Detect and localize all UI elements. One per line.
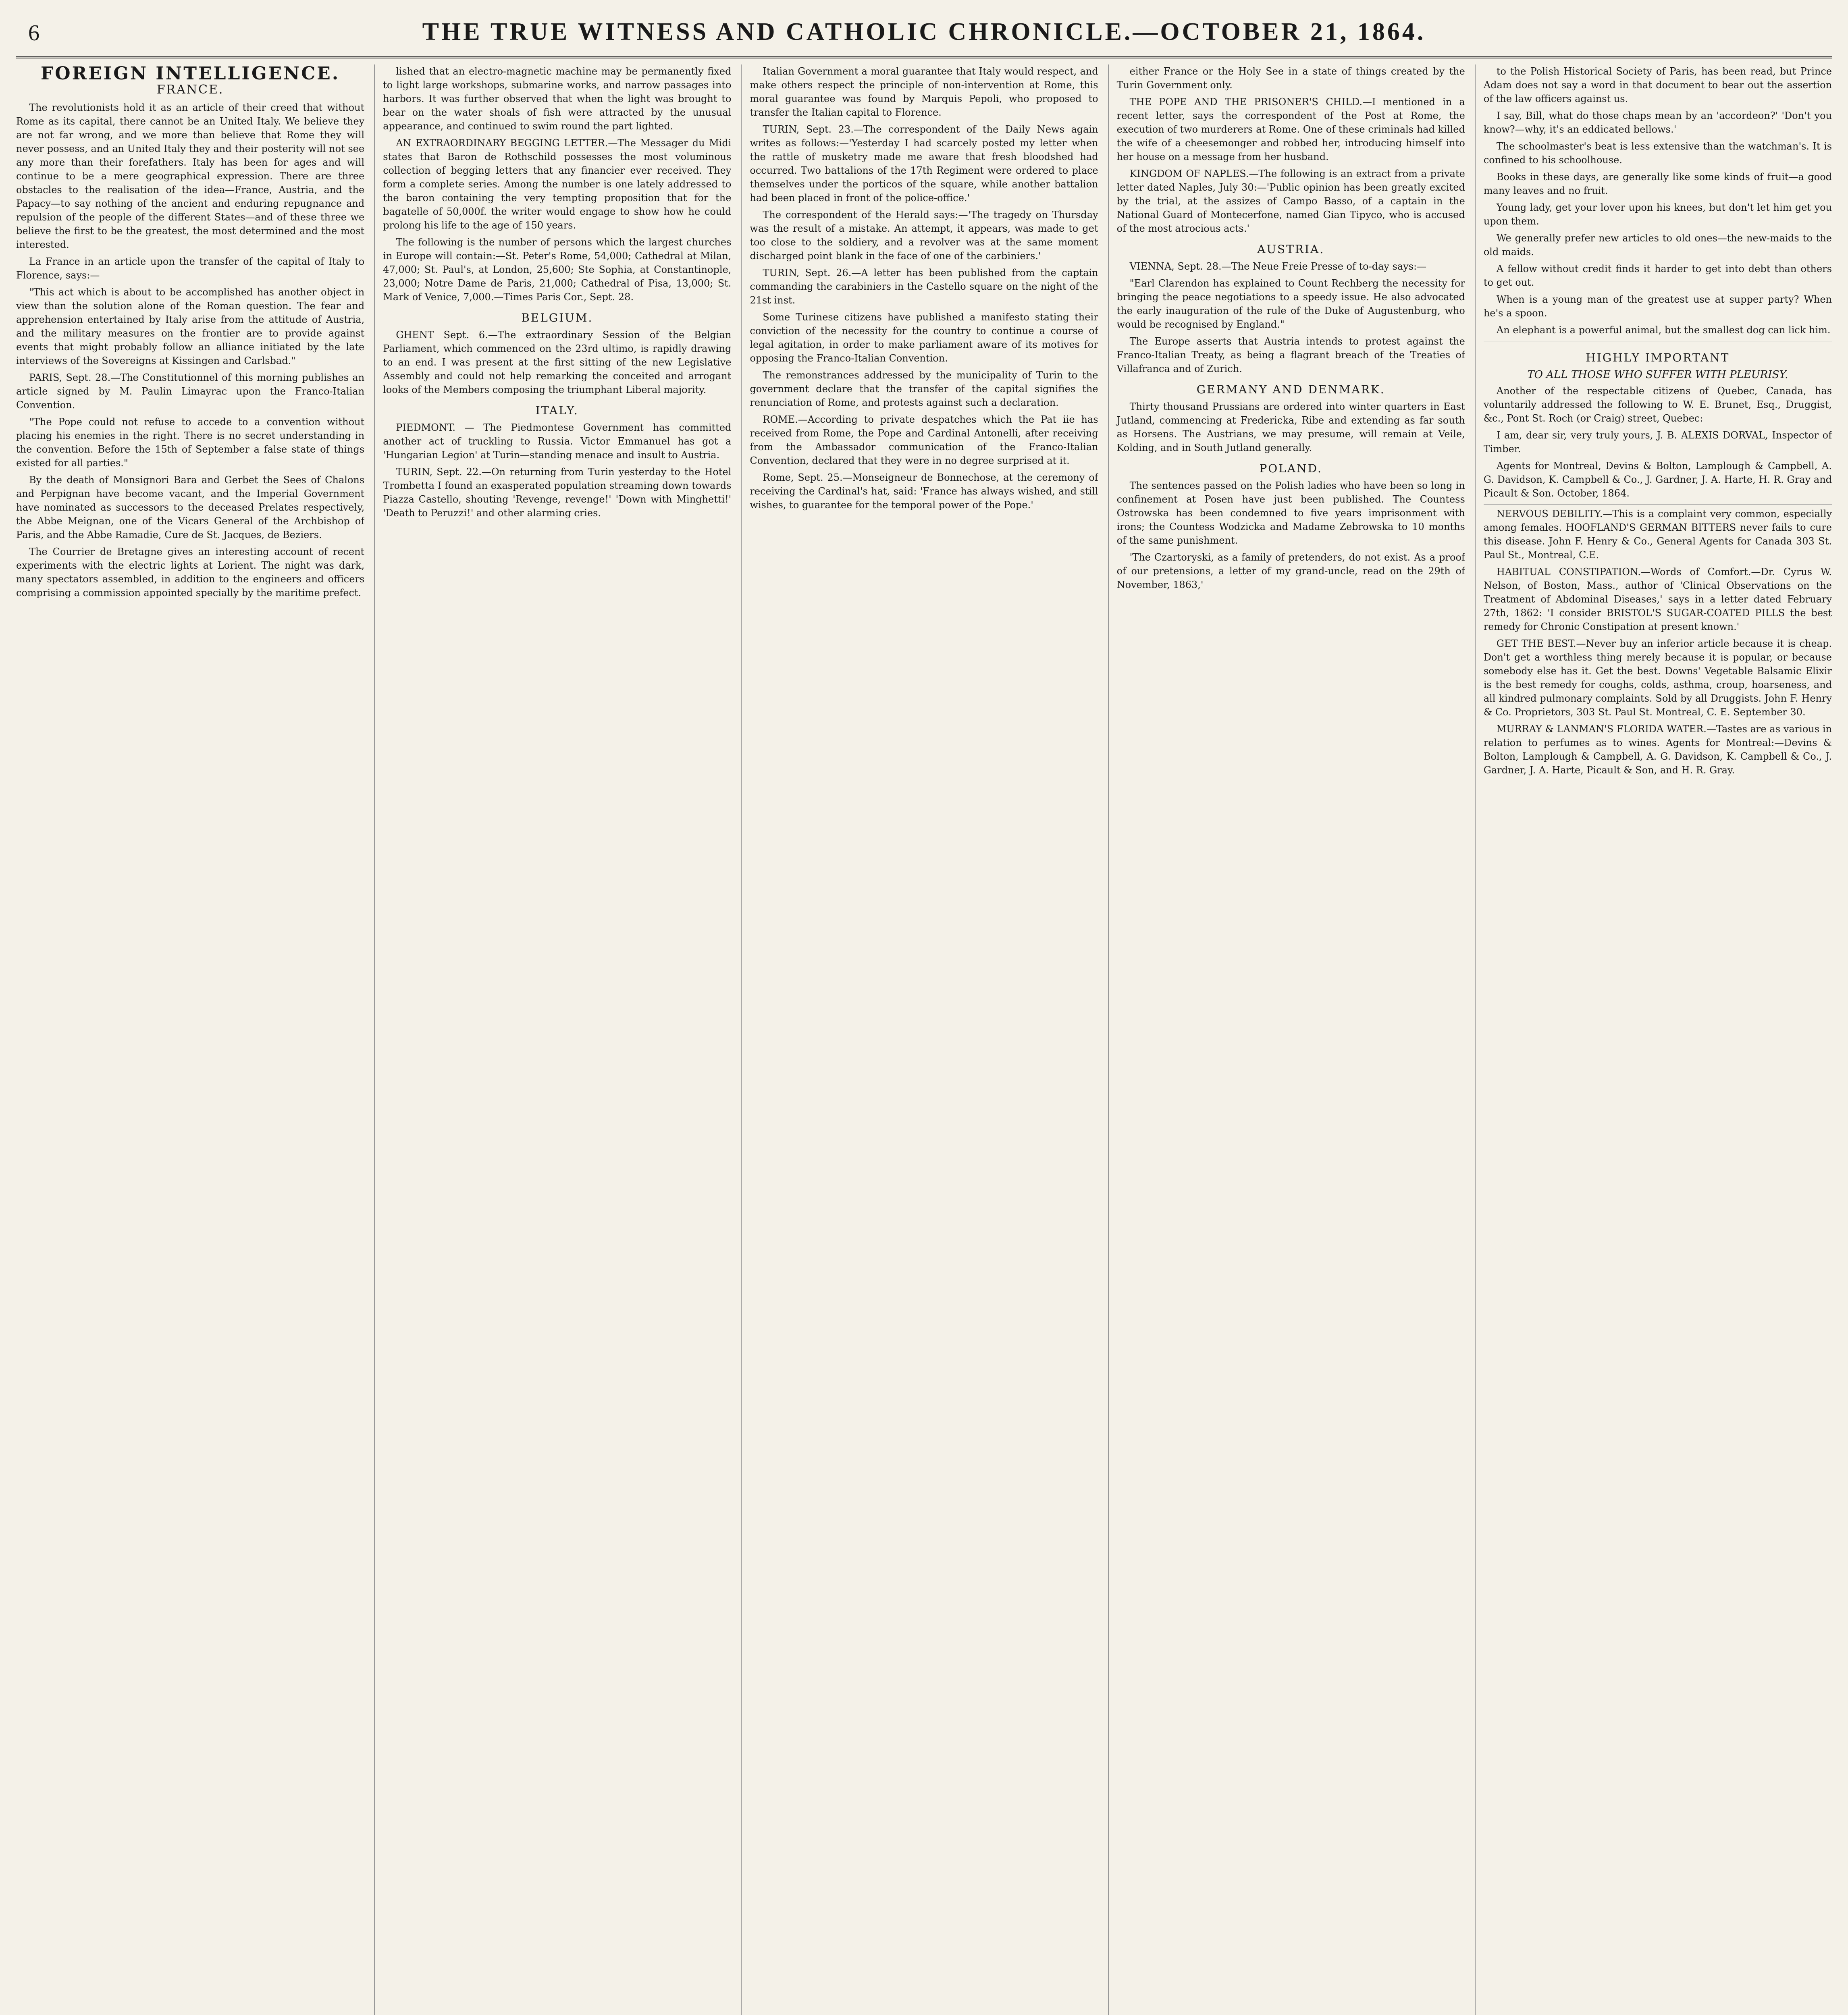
article-paragraph: ROME.—According to private despatches which the Pat iie has received from Rome, the Pope and Cardinal Antonelli, after receiving from the Ambassador communication of the Franco-Italian Convention, declared that they were in no degree surprised at it.	[750, 414, 1098, 466]
article-paragraph: either France or the Holy See in a state of things created by the Turin Government only.	[1116, 66, 1465, 91]
section-italy: ITALY.	[535, 404, 579, 417]
section-germany-denmark: GERMANY AND DENMARK.	[1196, 383, 1385, 396]
article-paragraph: The sentences passed on the Polish ladies who have been so long in confinement at Posen have just been published. The Countess Ostrowska has been condemned to five years imprisonment with irons; the Countess Wodzicka and Madame Zebrowska to 10 months of the same punishment.	[1116, 480, 1465, 546]
article-paragraph: Thirty thousand Prussians are ordered into winter quarters in East Jutland, commencing at Fredericka, Ribe and extending as far south as Horsens. The Austrians, we may presume, will remain at Veile, Kolding, and in South Jutland generally.	[1116, 401, 1465, 453]
article-paragraph: By the death of Monsignori Bara and Gerbet the Sees of Chalons and Perpignan have become vacant, and the Imperial Government have nominated as successors to the deceased Prelates respectively, the Abbe Meignan, one of the Vicars General of the Archbishop of Paris, and the Abbe Ramadie, Cure de St. Jacques, de Beziers.	[16, 474, 365, 540]
ad-paragraph: Another of the respectable citizens of Quebec, Canada, has voluntarily addressed the following to W. E. Brunet, Esq., Druggist, &c., Pont St. Roch (or Craig) street, Quebec:	[1483, 385, 1832, 424]
anecdote: I say, Bill, what do those chaps mean by an 'accordeon?' 'Don't you know?—why, it's an eddicated bellows.'	[1483, 110, 1832, 135]
article-paragraph: "The Pope could not refuse to accede to a convention without placing his enemies in the right. There is no secret understanding in the convention. Before the 15th of September a false state of things existed for all parties."	[16, 416, 365, 469]
article-paragraph: The Europe asserts that Austria intends to protest against the Franco-Italian Treaty, as being a flagrant breach of the Treaties of Villafranca and of Zurich.	[1116, 336, 1465, 374]
article-paragraph: Rome, Sept. 25.—Monseigneur de Bonnechose, at the ceremony of receiving the Cardinal's hat, said: 'France has always wished, and still wishes, to guarantee for the temporal power of the Pope.'	[750, 472, 1098, 511]
anecdote: Young lady, get your lover upon his knees, but don't let him get you upon them.	[1483, 202, 1832, 227]
section-poland: POLAND.	[1259, 462, 1322, 475]
article-paragraph: VIENNA, Sept. 28.—The Neue Freie Presse of to-day says:—	[1129, 261, 1427, 272]
article-paragraph: lished that an electro-magnetic machine may be permanently fixed to light large workshops, submarine works, and narrow passages into harbors. It was further observed that when the light was brought to bear on the water shoals of fish were attracted by the unusual appearance, and continued to swim round the part lighted.	[383, 66, 732, 132]
article-paragraph: TURIN, Sept. 26.—A letter has been published from the captain commanding the carabiniers in the Castello square on the night of the 21st inst.	[750, 267, 1098, 306]
anecdote: An elephant is a powerful animal, but the smallest dog can lick him.	[1496, 324, 1831, 336]
ad-paragraph: NERVOUS DEBILITY.—This is a complaint very common, especially among females. HOOFLAND'S GERMAN BITTERS never fails to cure this disease. John F. Henry & Co., General Agents for Canada 303 St. Paul St., Montreal, C.E.	[1483, 508, 1832, 561]
ad-paragraph: I am, dear sir, very truly yours, J. B. ALEXIS DORVAL, Inspector of Timber.	[1483, 430, 1832, 455]
ad-subheading: TO ALL THOSE WHO SUFFER WITH PLEURISY.	[1527, 369, 1788, 381]
column-1	[16, 64, 364, 2015]
article-paragraph: PARIS, Sept. 28.—The Constitutionnel of this morning publishes an article signed by M. Paulin Limayrac upon the Franco-Italian Convention.	[16, 372, 365, 411]
article-paragraph: The revolutionists hold it as an article of their creed that without Rome as its capital, there cannot be an United Italy. We believe they are not far wrong, and we more than believe that Rome they will never possess, and an United Italy they and their posterity will not see any more than their forefathers. Italy has been for ages and will continue to be a mere geographical expression. There are three obstacles to the realisation of the idea—France, Austria, and the Papacy—to say nothing of the ancient and enduring repugnance and repulsion of the people of the different States—and of these three we believe the first to be the greatest, the most determined and the most interested.	[16, 102, 365, 250]
article-paragraph: Italian Government a moral guarantee that Italy would respect, and make others respect the principle of non-intervention at Rome, this moral guarantee was found by Marquis Pepoli, who proposed to transfer the Italian capital to Florence.	[750, 66, 1098, 118]
anecdote: A fellow without credit finds it harder to get into debt than others to get out.	[1483, 263, 1832, 288]
article-paragraph: The correspondent of the Herald says:—'The tragedy on Thursday was the result of a mistake. An attempt, it appears, was made to get too close to the soldiery, and a revolver was at the same moment discharged point blank in the face of one of the carbiniers.'	[750, 209, 1098, 262]
section-austria: AUSTRIA.	[1257, 243, 1325, 256]
article-paragraph: KINGDOM OF NAPLES.—The following is an extract from a private letter dated Naples, July 30:—'Public opinion has been greatly excited by the trial, at the assizes of Campo Basso, of a captain in the National Guard of Montecerfone, named Gian Tipyco, who is accused of the most atrocious acts.'	[1116, 168, 1465, 234]
anecdote: Books in these days, are generally like some kinds of fruit—a good many leaves and no fruit.	[1483, 171, 1832, 196]
newspaper-title: THE TRUE WITNESS AND CATHOLIC CHRONICLE.—OCTOBER 21, 1864.	[422, 18, 1426, 46]
article-paragraph: 'The Czartoryski, as a family of pretenders, do not exist. As a proof of our pretensions, a letter of my grand-uncle, read on the 29th of November, 1863,'	[1116, 552, 1465, 590]
article-paragraph: AN EXTRAORDINARY BEGGING LETTER.—The Messager du Midi states that Baron de Rothschild possesses the most voluminous collection of begging letters that any financier ever received. They form a complete series. Among the number is one lately addressed to the baron containing the very tempting proposition that for the bagatelle of 50,000f. the writer would engage to show how he could prolong his life to the age of 150 years.	[383, 137, 732, 231]
article-paragraph: GHENT Sept. 6.—The extraordinary Session of the Belgian Parliament, which commenced on the 23rd ultimo, is rapidly drawing to an end. I was present at the first sitting of the new Legislative Assembly and could not help remarking the conceited and arrogant looks of the Members composing the triumphant Liberal majority.	[383, 329, 732, 395]
article-paragraph: La France in an article upon the transfer of the capital of Italy to Florence, says:—	[16, 256, 365, 281]
anecdote: When is a young man of the greatest use at supper party? When he's a spoon.	[1483, 294, 1832, 319]
article-paragraph: THE POPE AND THE PRISONER'S CHILD.—I mentioned in a recent letter, says the correspondent of the Post at Rome, the execution of two murderers at Rome. One of these criminals had killed the wife of a cheesemonger and robbed her, introducing himself into her house on a message from her husband.	[1116, 96, 1465, 162]
advertisement-pleurisy	[1484, 341, 1832, 500]
article-paragraph: TURIN, Sept. 23.—The correspondent of the Daily News again writes as follows:—'Yesterday I had scarcely posted my letter when the rattle of musketry made me aware that fresh bloodshed had occurred. Two battalions of the 17th Regiment were ordered to place themselves under the porticos of the square, while another battalion had been placed in front of the police-office.'	[750, 124, 1098, 204]
article-paragraph: The following is the number of persons which the largest churches in Europe will contain:—St. Peter's Rome, 54,000; Cathedral at Milan, 47,000; St. Paul's, at London, 25,600; Ste Sophia, at Constantinople, 23,000; Notre Dame de Paris, 21,000; Cathedral of Pisa, 13,000; St. Mark of Venice, 7,000.—Times Paris Cor., Sept. 28.	[383, 237, 732, 303]
section-heading: FOREIGN INTELLIGENCE.	[41, 64, 340, 84]
page-number: 6	[28, 21, 39, 46]
article-paragraph: The remonstrances addressed by the municipality of Turin to the government declare that the transfer of the capital signifies the renunciation of Rome, and protests against such a declaration.	[750, 370, 1098, 408]
article-paragraph: "This act which is about to be accomplished has another object in view than the solution alone of the Roman question. The fear and apprehension entertained by Italy arise from the attitude of Austria, and the military measures on the frontier are to provide against events that might probably follow an alliance initiated by the late interviews of the Sovereigns at Kissingen and Carlsbad."	[16, 287, 365, 366]
column-5	[1475, 64, 1832, 2015]
column-3	[741, 64, 1098, 2015]
anecdote: We generally prefer new articles to old ones—the new-maids to the old maids.	[1483, 233, 1832, 258]
article-paragraph: "Earl Clarendon has explained to Count Rechberg the necessity for bringing the peace negotiations to a speedy issue. He also advocated the early inauguration of the rule of the Duke of Augustenburg, who would be recognised by England."	[1116, 278, 1465, 330]
advertisements	[1484, 504, 1832, 777]
columns	[16, 64, 1832, 2015]
ad-paragraph: MURRAY & LANMAN'S FLORIDA WATER.—Tastes are as various in relation to perfumes as to wines. Agents for Montreal:—Devins & Bolton, Lamplough & Campbell, A. G. Davidson, K. Campbell & Co., J. Gardner, J. A. Harte, Picault & Son, and H. R. Gray.	[1483, 723, 1832, 776]
article-paragraph: PIEDMONT. — The Piedmontese Government has committed another act of truckling to Russia. Victor Emmanuel has got a 'Hungarian Legion' at Turin—standing menace and insult to Austria.	[383, 422, 732, 461]
article-paragraph: TURIN, Sept. 22.—On returning from Turin yesterday to the Hotel Trombetta I found an exasperated population streaming down towards Piazza Castello, shouting 'Revenge, revenge!' 'Down with Minghetti!' 'Death to Peruzzi!' and other alarming cries.	[383, 466, 732, 519]
article-paragraph: to the Polish Historical Society of Paris, has been read, but Prince Adam does not say a word in that document to bear out the assertion of the law officers against us.	[1483, 66, 1832, 104]
column-2	[374, 64, 731, 2015]
article-paragraph: The Courrier de Bretagne gives an interesting account of recent experiments with the electric lights at Lorient. The night was dark, many spectators assembled, in addition to the engineers and officers comprising a commission appointed specially by the maritime prefect.	[16, 546, 365, 598]
ad-heading: HIGHLY IMPORTANT	[1586, 351, 1730, 364]
ad-paragraph: HABITUAL CONSTIPATION.—Words of Comfort.—Dr. Cyrus W. Nelson, of Boston, Mass., author of 'Clinical Observations on the Treatment of Abdominal Diseases,' says in a letter dated February 27th, 1862: 'I consider BRISTOL'S SUGAR-COATED PILLS the best remedy for Chronic Constipation at present known.'	[1483, 566, 1832, 632]
anecdote: The schoolmaster's beat is less extensive than the watchman's. It is confined to his schoolhouse.	[1483, 141, 1832, 166]
column-4	[1108, 64, 1465, 2015]
ad-paragraph: GET THE BEST.—Never buy an inferior article because it is cheap. Don't get a worthless thing merely because it is popular, or because somebody else has it. Get the best. Downs' Vegetable Balsamic Elixir is the best remedy for coughs, colds, asthma, croup, hoarseness, and all kindred pulmonary complaints. Sold by all Druggists. John F. Henry & Co. Proprietors, 303 St. Paul St. Montreal, C. E. September 30.	[1483, 638, 1832, 718]
article-paragraph: Some Turinese citizens have published a manifesto stating their conviction of the necessity for the country to continue a course of legal agitation, in order to make parliament aware of its motives for opposing the Franco-Italian Convention.	[750, 312, 1098, 364]
masthead	[16, 8, 1832, 58]
ad-paragraph: Agents for Montreal, Devins & Bolton, Lamplough & Campbell, A. G. Davidson, K. Campbell & Co., J. Gardner, J. A. Harte, H. R. Gray and Picault & Son. October, 1864.	[1483, 460, 1832, 499]
section-belgium: BELGIUM.	[521, 311, 593, 324]
section-subheading: FRANCE.	[156, 83, 224, 97]
